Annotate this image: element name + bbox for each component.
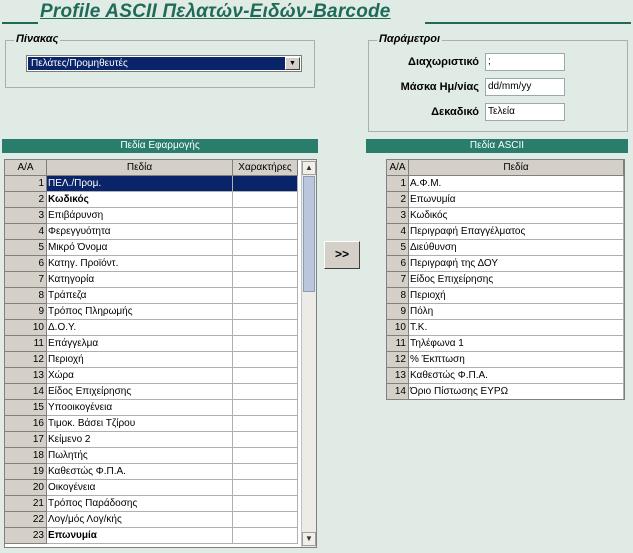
scroll-thumb[interactable] [303,176,315,292]
chars-cell[interactable] [233,320,298,336]
row-number: 6 [5,256,47,272]
table-row[interactable] [5,352,298,368]
row-number: 8 [5,288,47,304]
field-name-cell[interactable]: Όριο Πίστωσης ΕΥΡΩ [409,384,624,400]
row-number: 5 [5,240,47,256]
chars-cell[interactable] [233,416,298,432]
params-groupbox [368,33,628,132]
row-number: 2 [387,192,409,208]
field-name-cell[interactable]: Επάγγελμα [47,336,233,352]
chars-cell[interactable] [233,400,298,416]
field-name-cell[interactable]: Μικρό Όνομα [47,240,233,256]
field-name-cell[interactable]: Επωνυμία [409,192,624,208]
col-header-num: Α/Α [387,160,409,176]
chars-cell[interactable] [233,448,298,464]
decimal-label: Δεκαδικό [431,106,479,118]
table-row[interactable] [387,240,624,256]
field-name-cell[interactable]: Πόλη [409,304,624,320]
field-name-cell[interactable]: Τράπεζα [47,288,233,304]
field-name-cell[interactable]: Διεύθυνση [409,240,624,256]
table-row[interactable] [5,480,298,496]
field-name-cell[interactable]: Περιοχή [47,352,233,368]
row-number: 7 [387,272,409,288]
table-row[interactable] [5,528,298,544]
field-name-cell[interactable]: Περιγραφή της ΔΟΥ [409,256,624,272]
chars-cell[interactable] [233,512,298,528]
chars-cell[interactable] [233,480,298,496]
field-name-cell[interactable]: Επιβάρυνση [47,208,233,224]
chars-cell[interactable] [233,368,298,384]
field-name-cell[interactable]: Καθεστώς Φ.Π.Α. [47,464,233,480]
app-fields-grid [4,159,317,548]
app-fields-grid-header [5,160,298,176]
row-number: 4 [387,224,409,240]
table-row[interactable] [387,352,624,368]
field-name-cell[interactable]: Τιμοκ. Βάσει Τζίρου [47,416,233,432]
field-name-cell[interactable]: Φερεγγυότητα [47,224,233,240]
row-number: 3 [387,208,409,224]
table-row[interactable] [387,256,624,272]
table-group-label: Πίνακας [16,33,59,45]
table-row[interactable] [387,272,624,288]
row-number: 13 [5,368,47,384]
table-row[interactable] [387,176,624,192]
ascii-fields-header: Πεδία ASCII [366,139,628,153]
table-row[interactable] [5,176,298,192]
row-number: 13 [387,368,409,384]
chevron-down-icon[interactable]: ▼ [285,57,300,70]
row-number: 5 [387,240,409,256]
row-number: 21 [5,496,47,512]
field-name-cell[interactable]: Α.Φ.Μ. [409,176,624,192]
chars-cell[interactable] [233,304,298,320]
field-name-cell[interactable]: Είδος Επιχείρησης [47,384,233,400]
col-header-chars: Χαρακτήρες [233,160,298,176]
table-row[interactable] [5,432,298,448]
chars-cell[interactable] [233,208,298,224]
date-mask-label: Μάσκα Ημ/νίας [400,81,479,93]
chars-cell[interactable] [233,496,298,512]
table-row[interactable] [5,304,298,320]
chars-cell[interactable] [233,528,298,544]
row-number: 11 [5,336,47,352]
field-name-cell[interactable]: % Έκπτωση [409,352,624,368]
field-name-cell[interactable]: Υποοικογένεια [47,400,233,416]
field-name-cell[interactable]: Πωλητής [47,448,233,464]
row-number: 3 [5,208,47,224]
row-number: 17 [5,432,47,448]
field-name-cell[interactable]: Τρόπος Παράδοσης [47,496,233,512]
chars-cell[interactable] [233,224,298,240]
scroll-up-icon[interactable]: ▲ [302,161,316,175]
field-name-cell[interactable]: Τ.Κ. [409,320,624,336]
table-row[interactable] [5,464,298,480]
table-select[interactable] [26,55,302,72]
row-number: 22 [5,512,47,528]
table-row[interactable] [387,192,624,208]
table-row[interactable] [5,448,298,464]
decimal-input[interactable]: Τελεία [485,103,565,121]
row-number: 14 [5,384,47,400]
chars-cell[interactable] [233,256,298,272]
table-row[interactable] [5,272,298,288]
row-number: 6 [387,256,409,272]
row-number: 10 [5,320,47,336]
row-number: 7 [5,272,47,288]
row-number: 1 [387,176,409,192]
field-name-cell[interactable]: Τηλέφωνα 1 [409,336,624,352]
table-row[interactable] [5,368,298,384]
field-name-cell[interactable]: Δ.Ο.Υ. [47,320,233,336]
table-row[interactable] [387,368,624,384]
table-row[interactable] [5,208,298,224]
field-name-cell[interactable]: Λογ/μός Λογ/κής [47,512,233,528]
table-row[interactable] [5,400,298,416]
field-name-cell[interactable]: Είδος Επιχείρησης [409,272,624,288]
field-name-cell[interactable]: Επωνυμία [47,528,233,544]
title-bar [0,0,633,28]
chars-cell[interactable] [233,192,298,208]
move-right-button[interactable] [324,241,360,269]
col-header-field: Πεδία [47,160,233,176]
field-name-cell[interactable]: ΠΕΛ./Προμ. [47,176,233,192]
field-name-cell[interactable]: Χώρα [47,368,233,384]
table-row[interactable] [387,288,624,304]
table-row[interactable] [5,192,298,208]
table-row[interactable] [387,224,624,240]
ascii-fields-grid [386,159,625,400]
page-title: Profile ASCII Πελατών-Ειδών-Barcode [40,1,391,22]
field-name-cell[interactable]: Κείμενο 2 [47,432,233,448]
row-number: 4 [5,224,47,240]
table-row[interactable] [5,240,298,256]
row-number: 1 [5,176,47,192]
chars-cell[interactable] [233,464,298,480]
separator-label: Διαχωριστικό [408,56,479,68]
table-row[interactable] [5,256,298,272]
chars-cell[interactable] [233,352,298,368]
row-number: 11 [387,336,409,352]
title-rule-left [2,22,38,24]
chars-cell[interactable] [233,384,298,400]
table-row[interactable] [5,288,298,304]
scroll-down-icon[interactable]: ▼ [302,532,316,546]
field-name-cell[interactable]: Κωδικός [409,208,624,224]
field-name-cell[interactable]: Κωδικός [47,192,233,208]
field-name-cell[interactable]: Οικογένεια [47,480,233,496]
row-number: 12 [387,352,409,368]
table-groupbox [5,33,315,88]
table-row[interactable] [387,320,624,336]
app-fields-header: Πεδία Εφαρμογής [2,139,318,153]
row-number: 10 [387,320,409,336]
table-row[interactable] [387,336,624,352]
field-name-cell[interactable]: Περιγραφή Επαγγέλματος [409,224,624,240]
separator-input[interactable]: ; [485,53,565,71]
table-row[interactable] [5,320,298,336]
table-row[interactable] [5,496,298,512]
row-number: 20 [5,480,47,496]
ascii-fields-grid-header [387,160,624,176]
row-number: 16 [5,416,47,432]
table-row[interactable] [387,304,624,320]
table-row[interactable] [5,416,298,432]
chars-cell[interactable] [233,176,298,192]
chars-cell[interactable] [233,336,298,352]
chars-cell[interactable] [233,240,298,256]
row-number: 23 [5,528,47,544]
row-number: 18 [5,448,47,464]
params-group-label: Παράμετροι [379,33,441,45]
field-name-cell[interactable]: Περιοχή [409,288,624,304]
row-number: 15 [5,400,47,416]
field-name-cell[interactable]: Τρόπος Πληρωμής [47,304,233,320]
table-select-value: Πελάτες/Προμηθευτές [28,57,285,70]
date-mask-input[interactable]: dd/mm/yy [485,78,565,96]
col-header-num: Α/Α [5,160,47,176]
chars-cell[interactable] [233,272,298,288]
row-number: 9 [387,304,409,320]
field-name-cell[interactable]: Καθεστώς Φ.Π.Α. [409,368,624,384]
row-number: 9 [5,304,47,320]
title-rule-right [425,22,631,24]
chars-cell[interactable] [233,288,298,304]
row-number: 2 [5,192,47,208]
row-number: 14 [387,384,409,400]
table-row[interactable] [5,512,298,528]
row-number: 12 [5,352,47,368]
table-row[interactable] [387,384,624,400]
field-name-cell[interactable]: Κατηγ. Προϊόντ. [47,256,233,272]
table-row[interactable] [5,336,298,352]
row-number: 19 [5,464,47,480]
table-row[interactable] [5,224,298,240]
double-chevron-right-icon: >> [334,247,349,261]
table-row[interactable] [5,384,298,400]
row-number: 8 [387,288,409,304]
chars-cell[interactable] [233,432,298,448]
col-header-field: Πεδία [409,160,624,176]
app-fields-scrollbar[interactable] [301,160,317,547]
field-name-cell[interactable]: Κατηγορία [47,272,233,288]
table-row[interactable] [387,208,624,224]
